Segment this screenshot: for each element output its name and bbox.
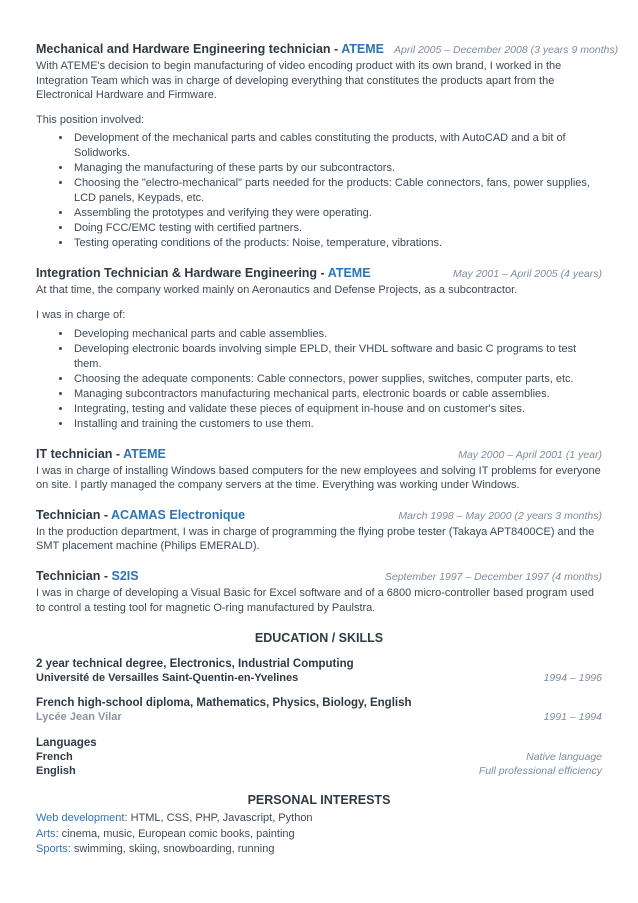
job-description: In the production department, I was in charge of programming the flying probe tester (Takaya APT8400CE) and the SMT placement machine (Philips EMERALD). bbox=[36, 525, 595, 553]
interest-text: : HTML, CSS, PHP, Javascript, Python bbox=[124, 812, 313, 825]
job-bullet-list bbox=[36, 131, 602, 251]
bullet-item: • Choosing the adequate components: Cable connectors, power supplies, switches, computer parts, etc. bbox=[72, 372, 602, 387]
bullet-item: • Choosing the "electro-mechanical" parts needed for the products: Cable connectors, fans, power supplies, LCD panels, Keypads, etc. bbox=[72, 176, 602, 206]
bullet-item: • Assembling the prototypes and verifying they were operating. bbox=[72, 206, 602, 221]
job-dates: March 1998 – May 2000 (2 years 3 months) bbox=[398, 509, 602, 522]
job-lead: This position involved: bbox=[36, 113, 145, 126]
job-title bbox=[36, 569, 139, 583]
interest-item bbox=[36, 842, 602, 858]
job-section bbox=[36, 266, 602, 431]
job-role: Technician - bbox=[36, 507, 109, 522]
bullet-item: • Testing operating conditions of the products: Noise, temperature, vibrations. bbox=[72, 236, 602, 251]
language-level: Native language bbox=[526, 751, 602, 764]
job-lead: I was in charge of: bbox=[36, 308, 126, 321]
school-dates: 1994 – 1996 bbox=[543, 672, 602, 685]
job-dates: May 2001 – April 2005 (4 years) bbox=[452, 268, 602, 281]
bullet-item: • Development of the mechanical parts and cables constituting the products, with AutoCAD and a bit of Solidworks. bbox=[72, 131, 602, 161]
interest-label: Web development bbox=[36, 812, 125, 825]
interest-label: Arts bbox=[36, 827, 56, 840]
language-row bbox=[36, 765, 602, 777]
job-role: Mechanical and Hardware Engineering technician - bbox=[36, 42, 339, 56]
job-section bbox=[36, 447, 602, 493]
bullet-item: • Developing electronic boards involving simple EPLD, their VHDL software and basic C programs to test them. bbox=[72, 342, 602, 372]
interest-label: Sports bbox=[36, 843, 68, 856]
job-section bbox=[36, 508, 602, 554]
bullet-item: • Integrating, testing and validate these pieces of equipment in-house and on customer's sites. bbox=[72, 402, 602, 417]
job-description: I was in charge of installing Windows based computers for the new employees and solving IT problems for everyone on site. I partly managed the company servers at the time. Everything was working under Windows. bbox=[36, 464, 601, 492]
job-description: I was in charge of developing a Visual Basic for Excel software and of a 6800 micro-controller based program used to control a testing tool for magnetic O-ring manufactured by Paulstra. bbox=[36, 586, 595, 614]
company-link[interactable]: ATEME bbox=[327, 266, 371, 281]
job-title bbox=[36, 42, 384, 56]
job-role: IT technician - bbox=[36, 446, 121, 461]
job-header bbox=[36, 266, 602, 280]
interest-text: : cinema, music, European comic books, painting bbox=[55, 827, 295, 840]
school-row bbox=[36, 711, 602, 723]
school-name: Lycée Jean Vilar bbox=[36, 711, 122, 724]
interests-heading: PERSONAL INTERESTS bbox=[247, 793, 391, 808]
education-entry bbox=[36, 697, 602, 723]
language-level: Full professional efficiency bbox=[478, 765, 602, 778]
job-section bbox=[36, 569, 602, 615]
company-link[interactable]: ATEME bbox=[341, 42, 385, 56]
school-dates: 1991 – 1994 bbox=[543, 711, 602, 724]
degree-title: 2 year technical degree, Electronics, Industrial Computing bbox=[36, 658, 354, 671]
job-header bbox=[36, 508, 602, 522]
bullet-item: • Managing the manufacturing of these parts by our subcontractors. bbox=[72, 161, 602, 176]
job-title bbox=[36, 508, 245, 522]
job-dates: September 1997 – December 1997 (4 months) bbox=[384, 570, 602, 583]
job-dates: May 2000 – April 2001 (1 year) bbox=[458, 448, 602, 461]
degree-title: French high-school diploma, Mathematics, Physics, Biology, English bbox=[36, 697, 412, 710]
education-heading: EDUCATION / SKILLS bbox=[254, 631, 384, 646]
interest-item bbox=[36, 811, 602, 827]
job-description: At that time, the company worked mainly on Aeronautics and Defense Projects, as a subcontractor. bbox=[36, 284, 518, 297]
language-name: English bbox=[36, 765, 76, 778]
job-role: Technician - bbox=[36, 568, 109, 583]
company-link[interactable]: S2IS bbox=[111, 568, 139, 583]
job-role: Integration Technician & Hardware Engineering - bbox=[36, 266, 325, 281]
school-name: Université de Versailles Saint-Quentin-en-Yvelines bbox=[36, 672, 299, 685]
job-header bbox=[36, 447, 602, 461]
job-dates: April 2005 – December 2008 (3 years 9 months) bbox=[394, 44, 619, 56]
bullet-item: • Installing and training the customers to use them. bbox=[72, 417, 602, 432]
company-link[interactable]: ATEME bbox=[123, 446, 166, 461]
languages-heading: Languages bbox=[36, 737, 97, 750]
job-section bbox=[36, 42, 619, 251]
job-bullet-list bbox=[36, 327, 602, 432]
language-row bbox=[36, 751, 602, 763]
job-header bbox=[36, 42, 619, 56]
job-header bbox=[36, 569, 602, 583]
job-title bbox=[36, 266, 371, 280]
school-row bbox=[36, 672, 602, 684]
bullet-item: • Managing subcontractors manufacturing mechanical parts, electronic boards or cable assemblies. bbox=[72, 387, 602, 402]
bullet-item: • Developing mechanical parts and cable assemblies. bbox=[72, 327, 602, 342]
interest-item bbox=[36, 827, 602, 843]
language-name: French bbox=[36, 751, 73, 764]
job-description: With ATEME's decision to begin manufacturing of video encoding product with its own brand, I worked in the Integration Team which was in charge of developing everything that constitutes the products apart from the Electronical Hardware and Firmware. bbox=[36, 60, 562, 102]
bullet-item: • Doing FCC/EMC testing with certified partners. bbox=[72, 221, 602, 236]
education-entry bbox=[36, 658, 602, 684]
job-title bbox=[36, 447, 166, 461]
interest-text: : swimming, skiing, snowboarding, running bbox=[67, 843, 275, 856]
company-link[interactable]: ACAMAS Electronique bbox=[111, 507, 246, 522]
